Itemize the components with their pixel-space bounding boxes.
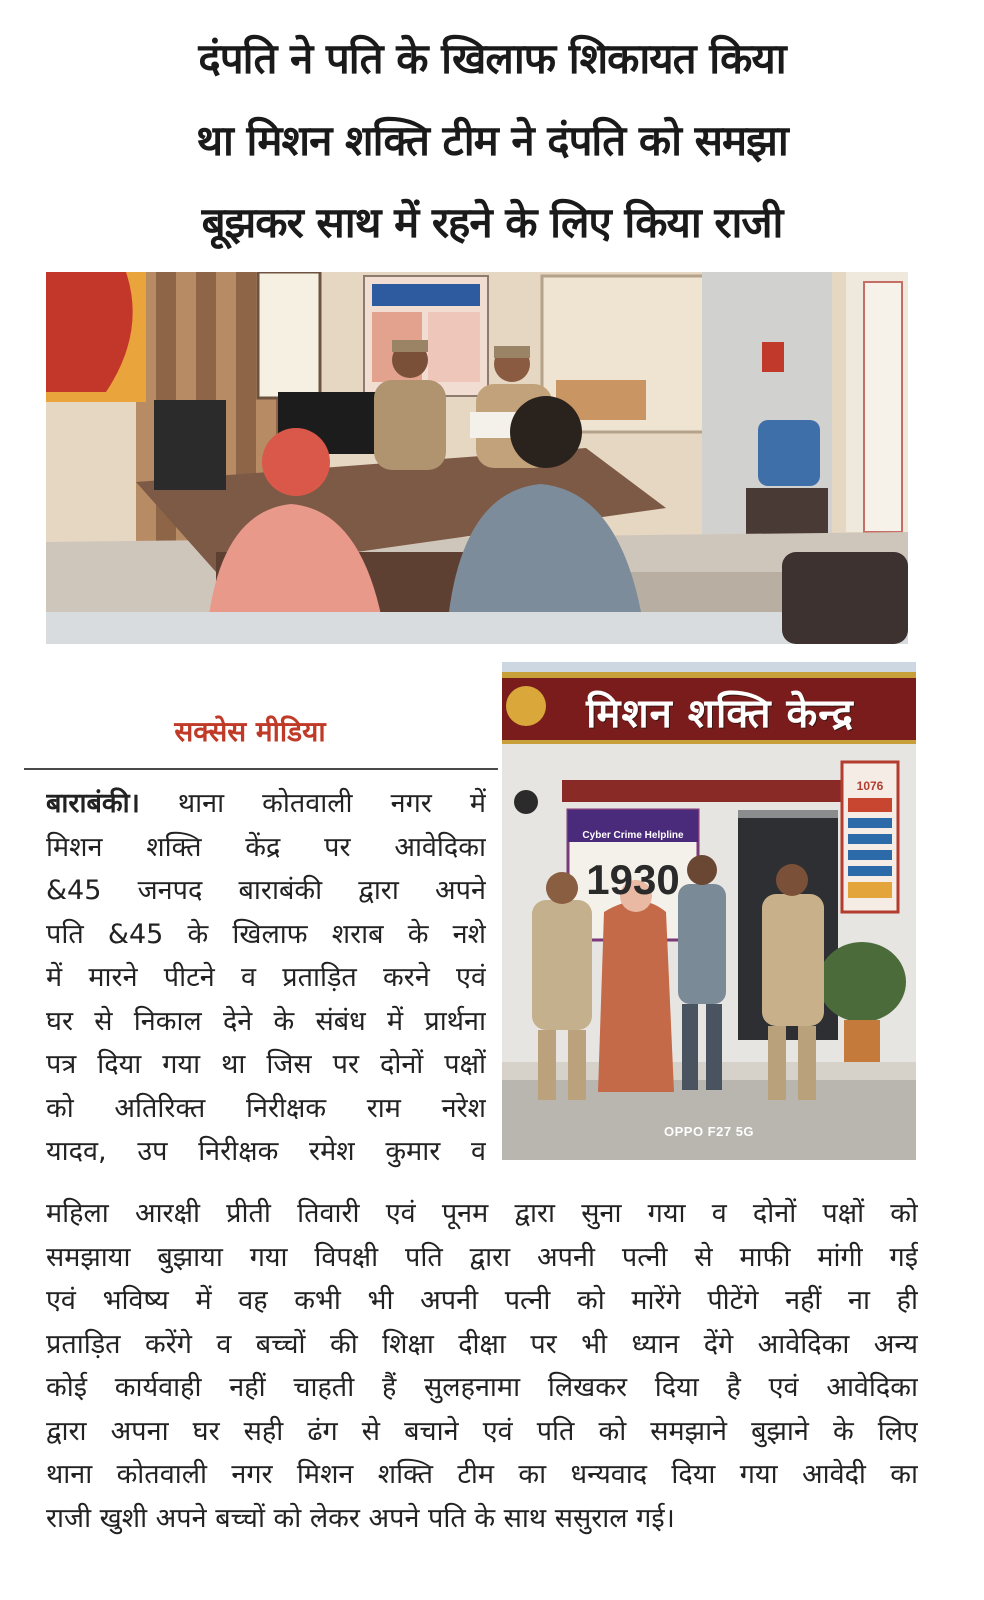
headline (20, 18, 964, 264)
article-line: थाना कोतवाली नगर मिशन शक्ति टीम का धन्यवाद दिया गया आवेदी का (46, 1459, 918, 1490)
article-line: द्वारा अपना घर सही ढंग से बचाने एवं पति को समझाने बुझाने के लिए (46, 1415, 918, 1447)
dateline: बाराबंकी। (46, 788, 140, 819)
article-line: समझाया बुझाया गया विपक्षी पति द्वारा अपनी पत्नी से माफी मांगी गई (46, 1241, 918, 1273)
number-1076: 1076 (856, 779, 884, 793)
article-line: मिशन शक्ति केंद्र पर आवेदिका (46, 831, 486, 863)
article-line-text: थाना कोतवाली नगर में (139, 788, 486, 819)
article-line: एवं भविष्य में वह कभी भी अपनी पत्नी को मारेंगे पीटेंगे नहीं ना ही (46, 1285, 918, 1316)
article-line: महिला आरक्षी प्रीती तिवारी एवं पूनम द्वारा सुना गया व दोनों पक्षों को (46, 1198, 918, 1229)
byline-rule (24, 768, 498, 770)
article-column-wide (46, 1192, 918, 1540)
article-line: कोई कार्यवाही नहीं चाहती हैं सुलहनामा लिखकर दिया है एवं आवेदिका (46, 1372, 918, 1403)
article-line: राजी खुशी अपने बच्चों को लेकर अपने पति के साथ ससुराल गई। (46, 1502, 675, 1534)
photo-mission-shakti-kendra (502, 662, 916, 1160)
helpline-number: 1930 (586, 856, 680, 903)
headline-line: दंपति ने पति के खिलाफ शिकायत किया (198, 34, 786, 83)
headline-line: था मिशन शक्ति टीम ने दंपति को समझा (196, 116, 788, 165)
article-line: यादव, उप निरीक्षक रमेश कुमार व (46, 1136, 486, 1167)
helpline-caption: Cyber Crime Helpline (582, 830, 684, 841)
sign-text: मिशन शक्ति केन्द्र (586, 691, 854, 737)
article-line: को अतिरिक्त निरीक्षक राम नरेश (46, 1092, 486, 1124)
article-line: पत्र दिया गया था जिस पर दोनों पक्षों (46, 1049, 486, 1080)
photo-office-meeting (46, 272, 908, 644)
article-line: प्रताड़ित करेंगे व बच्चों की शिक्षा दीक्षा पर भी ध्यान देंगे आवेदिका अन्य (46, 1328, 918, 1360)
byline: सक्सेस मीडिया (174, 715, 326, 748)
headline-line: बूझकर साथ में रहने के लिए किया राजी (201, 198, 783, 247)
article-line: में मारने पीटने व प्रताड़ित करने एवं (46, 962, 486, 993)
article-column-narrow (46, 782, 486, 1174)
article-line: घर से निकाल देने के संबंध में प्रार्थना (46, 1005, 486, 1037)
article-line (46, 782, 486, 826)
article-line: पति &45 के खिलाफ शराब के नशे (46, 918, 486, 950)
article-line: &45 जनपद बाराबंकी द्वारा अपने (46, 875, 486, 906)
camera-watermark: OPPO F27 5G (664, 1124, 755, 1139)
